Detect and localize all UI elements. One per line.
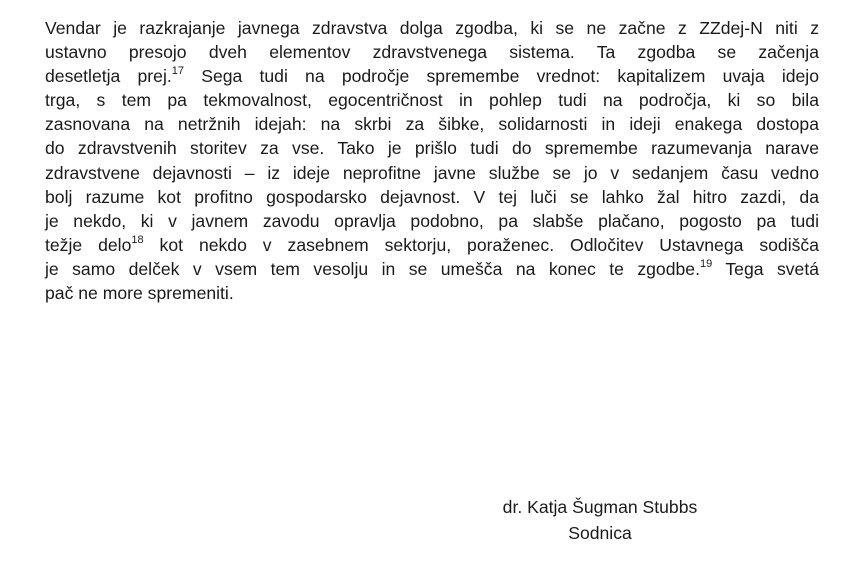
text-fragment: desetletja prej. bbox=[45, 66, 172, 87]
text-line: do zdravstvenih storitev za vse. Tako je prišlo tudi do spremembe razumevanja narave bbox=[45, 138, 819, 159]
text-line: bolj razume kot profitno gospodarsko dejavnost. V tej luči se lahko žal hitro zazdi, da bbox=[45, 186, 819, 207]
text-line: zdravstvene dejavnosti – iz ideje neprofitne javne službe se jo v sedanjem času vedno bbox=[45, 162, 819, 183]
footnote-ref-18[interactable]: 18 bbox=[131, 233, 144, 246]
text-fragment: je samo delček v vsem tem vesolju in se umešča na konec te zgodbe. bbox=[45, 258, 700, 279]
signature-block bbox=[470, 494, 730, 546]
text-line: Vendar je razkrajanje javnega zdravstva dolga zgodba, ki se ne začne z ZZdej-N niti z bbox=[45, 18, 819, 38]
signer-name: dr. Katja Šugman Stubbs bbox=[502, 497, 698, 517]
text-fragment: težje delo bbox=[45, 234, 132, 255]
footnote-ref-17[interactable]: 17 bbox=[171, 65, 184, 78]
text-fragment: kot nekdo v zasebnem sektorju, poraženec. Odločitev Ustavnega sodišča bbox=[159, 234, 819, 255]
body-paragraph bbox=[45, 16, 819, 305]
footnote-ref-19[interactable]: 19 bbox=[699, 258, 713, 271]
text-line: je nekdo, ki v javnem zavodu opravlja podobno, pa slabše plačano, pogosto pa tudi bbox=[45, 210, 819, 231]
text-line: ustavno presojo dveh elementov zdravstvenega sistema. Ta zgodba se začenja bbox=[45, 42, 819, 63]
text-fragment: Sega tudi na področje spremembe vrednot: kapitalizem uvaja idejo bbox=[201, 66, 819, 87]
text-fragment: Tega svetá bbox=[725, 258, 820, 279]
text-line bbox=[45, 233, 819, 257]
signer-title: Sodnica bbox=[568, 523, 632, 543]
text-line: zasnovana na netržnih idejah: na skrbi za šibke, solidarnosti in ideji enakega dostopa bbox=[45, 114, 819, 135]
text-line bbox=[45, 257, 819, 281]
text-line bbox=[45, 64, 819, 88]
text-line: pač ne more spremeniti. bbox=[45, 283, 234, 304]
text-line: trga, s tem pa tekmovalnost, egocentričnost in pohlep tudi na področja, ki so bila bbox=[45, 90, 819, 111]
